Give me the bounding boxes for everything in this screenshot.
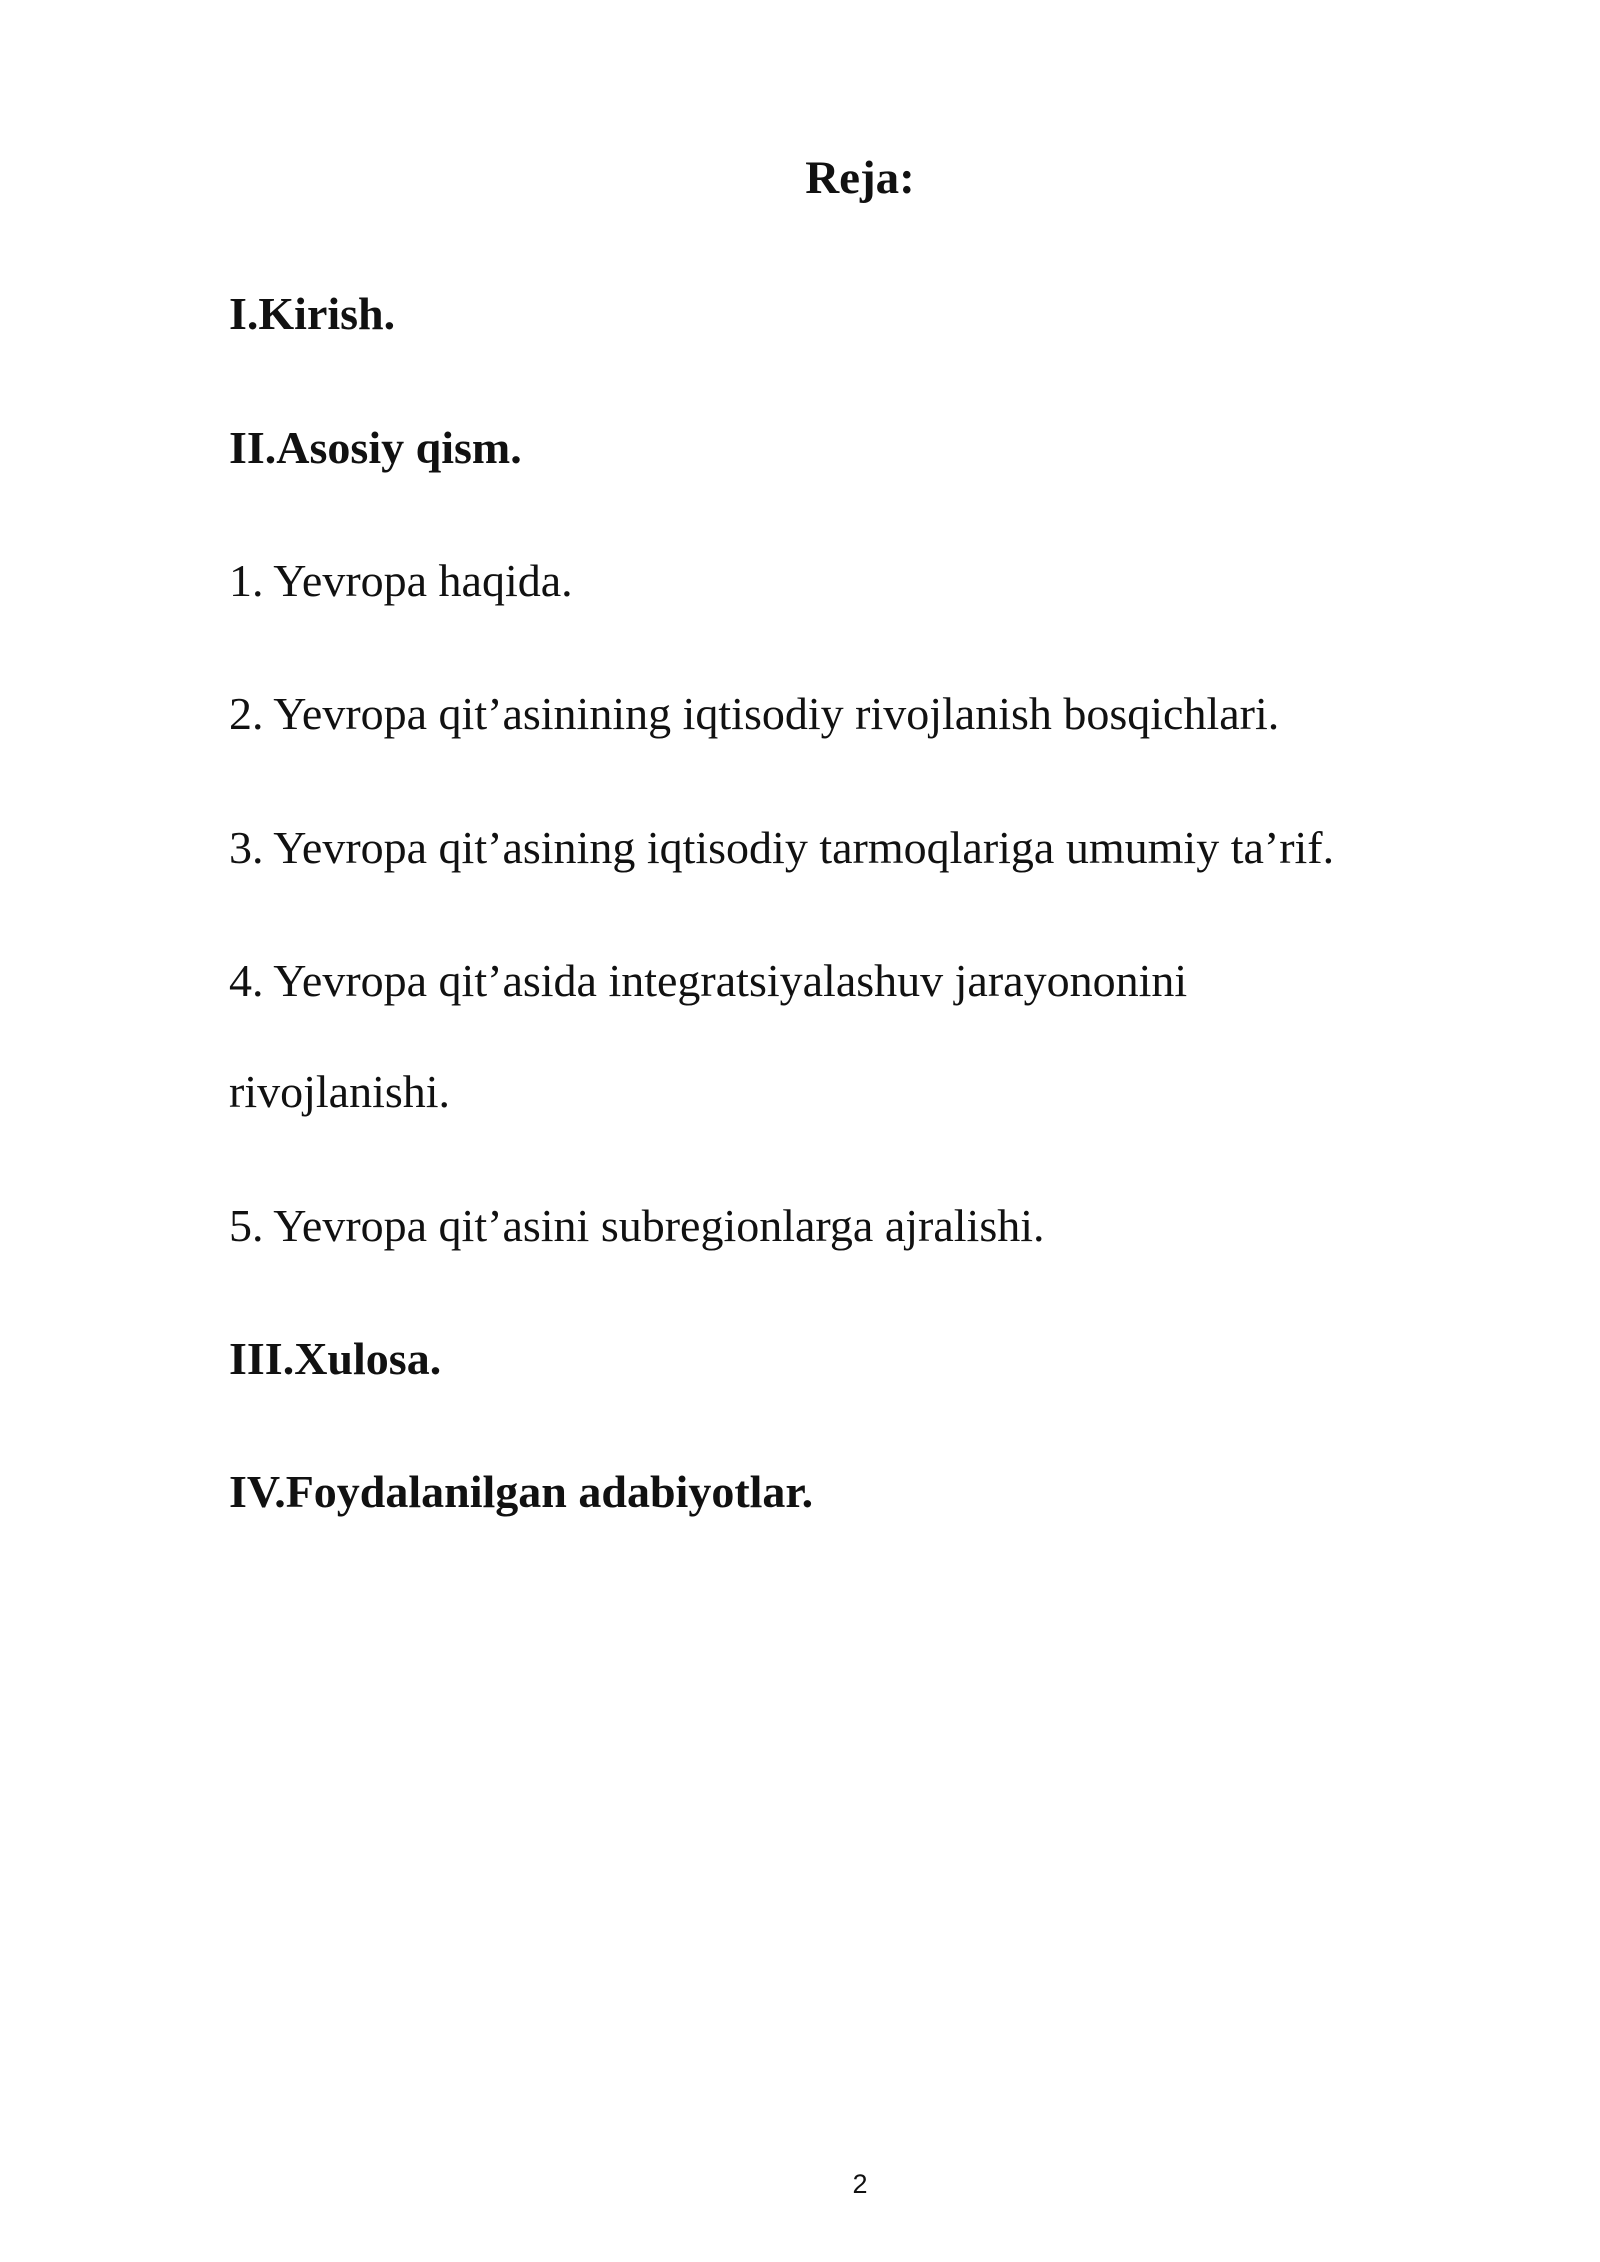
- plan-item-3: 3. Yevropa qit’asining iqtisodiy tarmoqlariga umumiy ta’rif.: [229, 822, 1335, 873]
- plan-section-references: IV.Foydalanilgan adabiyotlar.: [229, 1466, 814, 1517]
- plan-section-conclusion: III.Xulosa.: [229, 1333, 442, 1384]
- plan-item-1: 1. Yevropa haqida.: [229, 555, 573, 606]
- plan-item-2: 2. Yevropa qit’asinining iqtisodiy rivojlanish bosqichlari.: [229, 688, 1280, 739]
- plan-section-main: II.Asosiy qism.: [229, 422, 522, 473]
- plan-section-intro: I.Kirish.: [229, 288, 396, 339]
- page-number: 2: [852, 2169, 868, 2199]
- plan-item-5: 5. Yevropa qit’asini subregionlarga ajralishi.: [229, 1200, 1045, 1251]
- page-title: Reja:: [805, 152, 915, 204]
- plan-item-4: 4. Yevropa qit’asida integratsiyalashuv jarayononini: [229, 955, 1188, 1006]
- plan-item-4-continued: rivojlanishi.: [229, 1066, 451, 1117]
